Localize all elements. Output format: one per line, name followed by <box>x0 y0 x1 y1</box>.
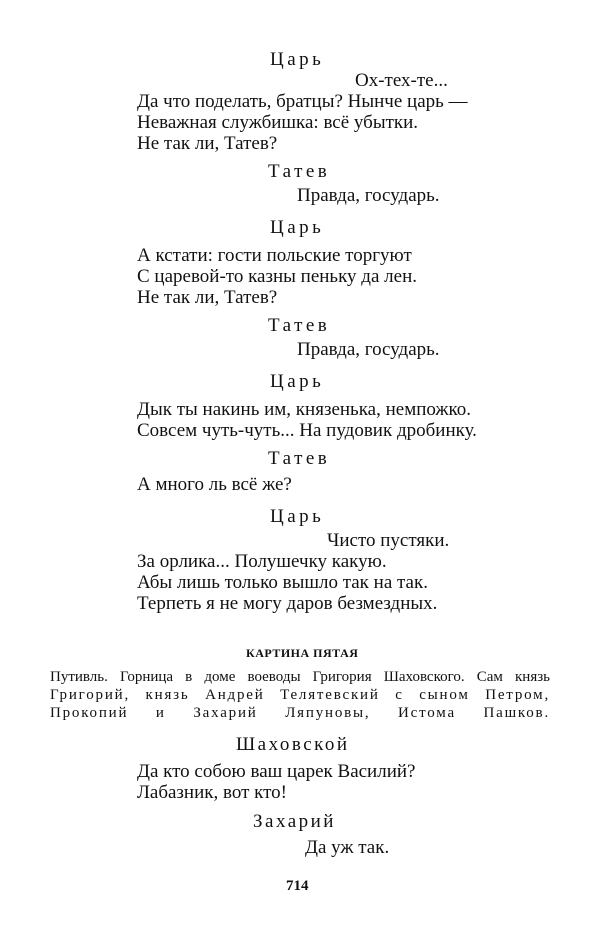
speaker-name: Татев <box>268 448 331 469</box>
speaker-name: Царь <box>270 217 325 238</box>
speaker-name: Шаховской <box>236 734 350 755</box>
speaker-name: Царь <box>270 371 325 392</box>
verse-line: Да уж так. <box>305 837 390 858</box>
page-number: 714 <box>286 878 309 894</box>
speaker-name: Захарий <box>253 811 336 832</box>
verse-line: Чисто пустяки. <box>327 530 450 551</box>
speaker-name: Татев <box>268 161 331 182</box>
verse-line: А много ль всё же? <box>137 474 292 495</box>
stage-direction-line: Григорий, князь Андрей Телятевский с сыном Петром, <box>50 687 550 703</box>
verse-line: Не так ли, Татев? <box>137 133 278 154</box>
speaker-name: Татев <box>268 315 331 336</box>
verse-line: Совсем чуть-чуть... На пудовик дробинку. <box>137 420 477 441</box>
verse-line: Терпеть я не могу даров безмездных. <box>137 593 438 614</box>
verse-line: Да кто собою ваш царек Василий? <box>137 761 416 782</box>
verse-line: А кстати: гости польские торгуют <box>137 245 412 266</box>
verse-line: Правда, государь. <box>297 185 440 206</box>
verse-line: Правда, государь. <box>297 339 440 360</box>
verse-line: Дык ты накинь им, князенька, немпожко. <box>137 399 472 420</box>
verse-line: За орлика... Полушечку какую. <box>137 551 387 572</box>
speaker-name: Царь <box>270 49 325 70</box>
verse-line: Абы лишь только вышло так на так. <box>137 572 428 593</box>
verse-line: Ох-тех-те... <box>355 70 448 91</box>
verse-line: Неважная службишка: всё убытки. <box>137 112 419 133</box>
verse-line: Лабазник, вот кто! <box>137 782 287 803</box>
stage-direction-line: Путивль. Горница в доме воеводы Григория Шаховского. Сам князь <box>50 669 550 685</box>
speaker-name: Царь <box>270 506 325 527</box>
stage-direction-line: Прокопий и Захарий Ляпуновы, Истома Пашков. <box>50 705 550 721</box>
verse-line: Не так ли, Татев? <box>137 287 278 308</box>
verse-line: Да что поделать, братцы? Нынче царь — <box>137 91 468 112</box>
scene-heading: КАРТИНА ПЯТАЯ <box>246 646 359 660</box>
verse-line: С царевой-то казны пеньку да лен. <box>137 266 417 287</box>
